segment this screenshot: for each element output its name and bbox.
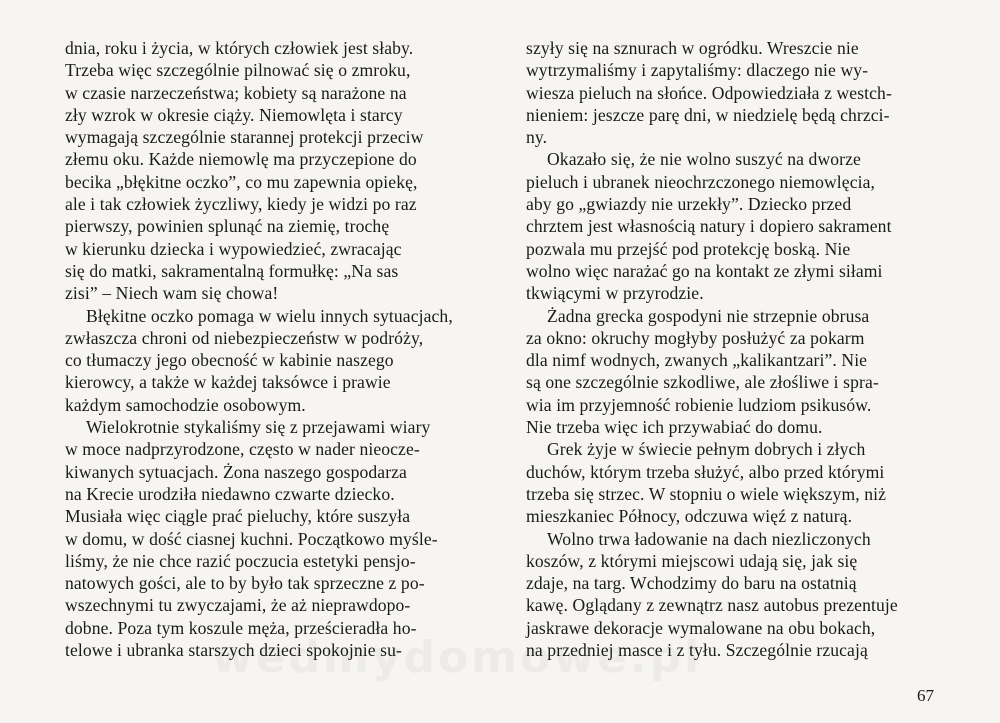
right-column [526, 37, 941, 661]
text-line: każdym samochodzie osobowym. [65, 394, 306, 415]
text-line: duchów, którym trzeba służyć, albo przed którymi [526, 461, 885, 482]
text-line: Trzeba więc szczególnie pilnować się o zmroku, [65, 60, 411, 81]
text-line: ale i tak człowiek życzliwy, kiedy je widzi po raz [65, 194, 417, 215]
text-line: aby go „gwiazdy nie urzekły”. Dziecko przed [526, 194, 852, 215]
text-line: zisi” – Niech wam się chowa! [65, 283, 279, 304]
text-line: Wielokrotnie stykaliśmy się z przejawami wiary [86, 417, 431, 438]
text-line: becika „błękitne oczko”, co mu zapewnia opiekę, [65, 171, 418, 192]
text-line: pozwala mu przejść pod protekcję boską. Nie [526, 238, 851, 259]
text-line: pieluch i ubranek nieochrzczonego niemowlęcia, [526, 171, 875, 192]
text-line: zwłaszcza chroni od niebezpieczeństw w podróży, [65, 327, 424, 348]
text-line: zdaje, na targ. Wchodzimy do baru na ostatnią [526, 573, 857, 594]
text-line: zły wzrok w okresie ciąży. Niemowlęta i starcy [65, 104, 403, 125]
text-line: jaskrawe dekoracje wymalowane na obu bokach, [526, 617, 876, 638]
left-column [65, 37, 485, 661]
text-line: szyły się na sznurach w ogródku. Wreszcie nie [526, 38, 859, 58]
text-line: telowe i ubranka starszych dzieci spokojnie su- [65, 640, 402, 661]
text-line: liśmy, że nie chce razić poczucia estetyki pensjo- [65, 550, 416, 571]
text-line: tkwiącymi w przyrodzie. [526, 283, 704, 304]
text-line: Okazało się, że nie wolno suszyć na dworze [547, 149, 861, 170]
text-line: kiwanych sytuacjach. Żona naszego gospodarza [65, 461, 407, 482]
text-line: kierowcy, a także w każdej taksówce i prawie [65, 372, 391, 393]
text-line: Grek żyje w świecie pełnym dobrych i złych [547, 439, 866, 460]
text-line: są one szczególnie szkodliwe, ale złośliwe i spra- [526, 372, 879, 393]
text-line: kawę. Oglądany z zewnątrz nasz autobus prezentuje [526, 595, 898, 616]
text-line: nieniem: jeszcze parę dni, w niedzielę będą chrzci- [526, 104, 890, 125]
text-line: w czasie narzeczeństwa; kobiety są narażone na [65, 82, 407, 103]
text-line: Musiała więc ciągle prać pieluchy, które suszyła [65, 506, 411, 527]
text-line: trzeba się strzec. W stopniu o wiele większym, niż [526, 483, 887, 504]
text-line: Wolno trwa ładowanie na dach niezliczonych [547, 528, 871, 549]
page-number: 67 [917, 686, 934, 705]
text-line: co tłumaczy jego obecność w kabinie naszego [65, 350, 394, 371]
text-line: dobne. Poza tym koszule męża, prześcieradła ho- [65, 617, 417, 638]
text-line: chrztem jest własnością natury i dopiero sakrament [526, 216, 892, 237]
text-line: pierwszy, powinien splunąć na ziemię, trochę [65, 216, 390, 237]
text-line: dla nimf wodnych, zwanych „kalikantzari”. Nie [526, 350, 868, 371]
text-line: koszów, z którymi miejscowi udają się, jak się [526, 550, 858, 571]
text-line: wolno więc narażać go na kontakt ze złymi siłami [526, 260, 883, 281]
text-line: Żadna grecka gospodyni nie strzepnie obrusa [547, 305, 870, 326]
text-line: wymagają szczególnie starannej protekcji przeciw [65, 127, 424, 148]
text-line: za okno: okruchy mogłyby posłużyć za pokarm [526, 327, 865, 348]
text-line: w domu, w dość ciasnej kuchni. Początkowo myśle- [65, 528, 438, 549]
text-line: dnia, roku i życia, w których człowiek jest słaby. [65, 38, 414, 58]
text-line: mieszkaniec Północy, odczuwa więź z naturą. [526, 506, 853, 527]
text-line: w moce nadprzyrodzone, często w nader nieocze- [65, 439, 420, 460]
text-line: złemu oku. Każde niemowlę ma przyczepione do [65, 149, 417, 170]
text-line: natowych gości, ale to by było tak sprzeczne z po- [65, 573, 425, 594]
text-line: wiesza pieluch na słońce. Odpowiedziała z westch- [526, 82, 892, 103]
text-line: ny. [526, 127, 548, 148]
text-line: wia im przyjemność robienie ludziom psikusów. [526, 394, 872, 415]
text-line: wszechnymi tu zwyczajami, że aż nieprawdopo- [65, 595, 411, 616]
text-line: na przedniej masce i z tyłu. Szczególnie rzucają [526, 640, 868, 661]
text-line: Nie trzeba więc ich przywabiać do domu. [526, 417, 823, 438]
text-line: się do matki, sakramentalną formułkę: „Na sas [65, 260, 399, 281]
text-line: w kierunku dziecka i wypowiedzieć, zwracając [65, 238, 402, 259]
text-line: Błękitne oczko pomaga w wielu innych sytuacjach, [86, 305, 453, 326]
text-line: na Krecie urodziła niedawno czwarte dziecko. [65, 483, 395, 504]
text-line: wytrzymaliśmy i zapytaliśmy: dlaczego nie wy- [526, 60, 869, 81]
